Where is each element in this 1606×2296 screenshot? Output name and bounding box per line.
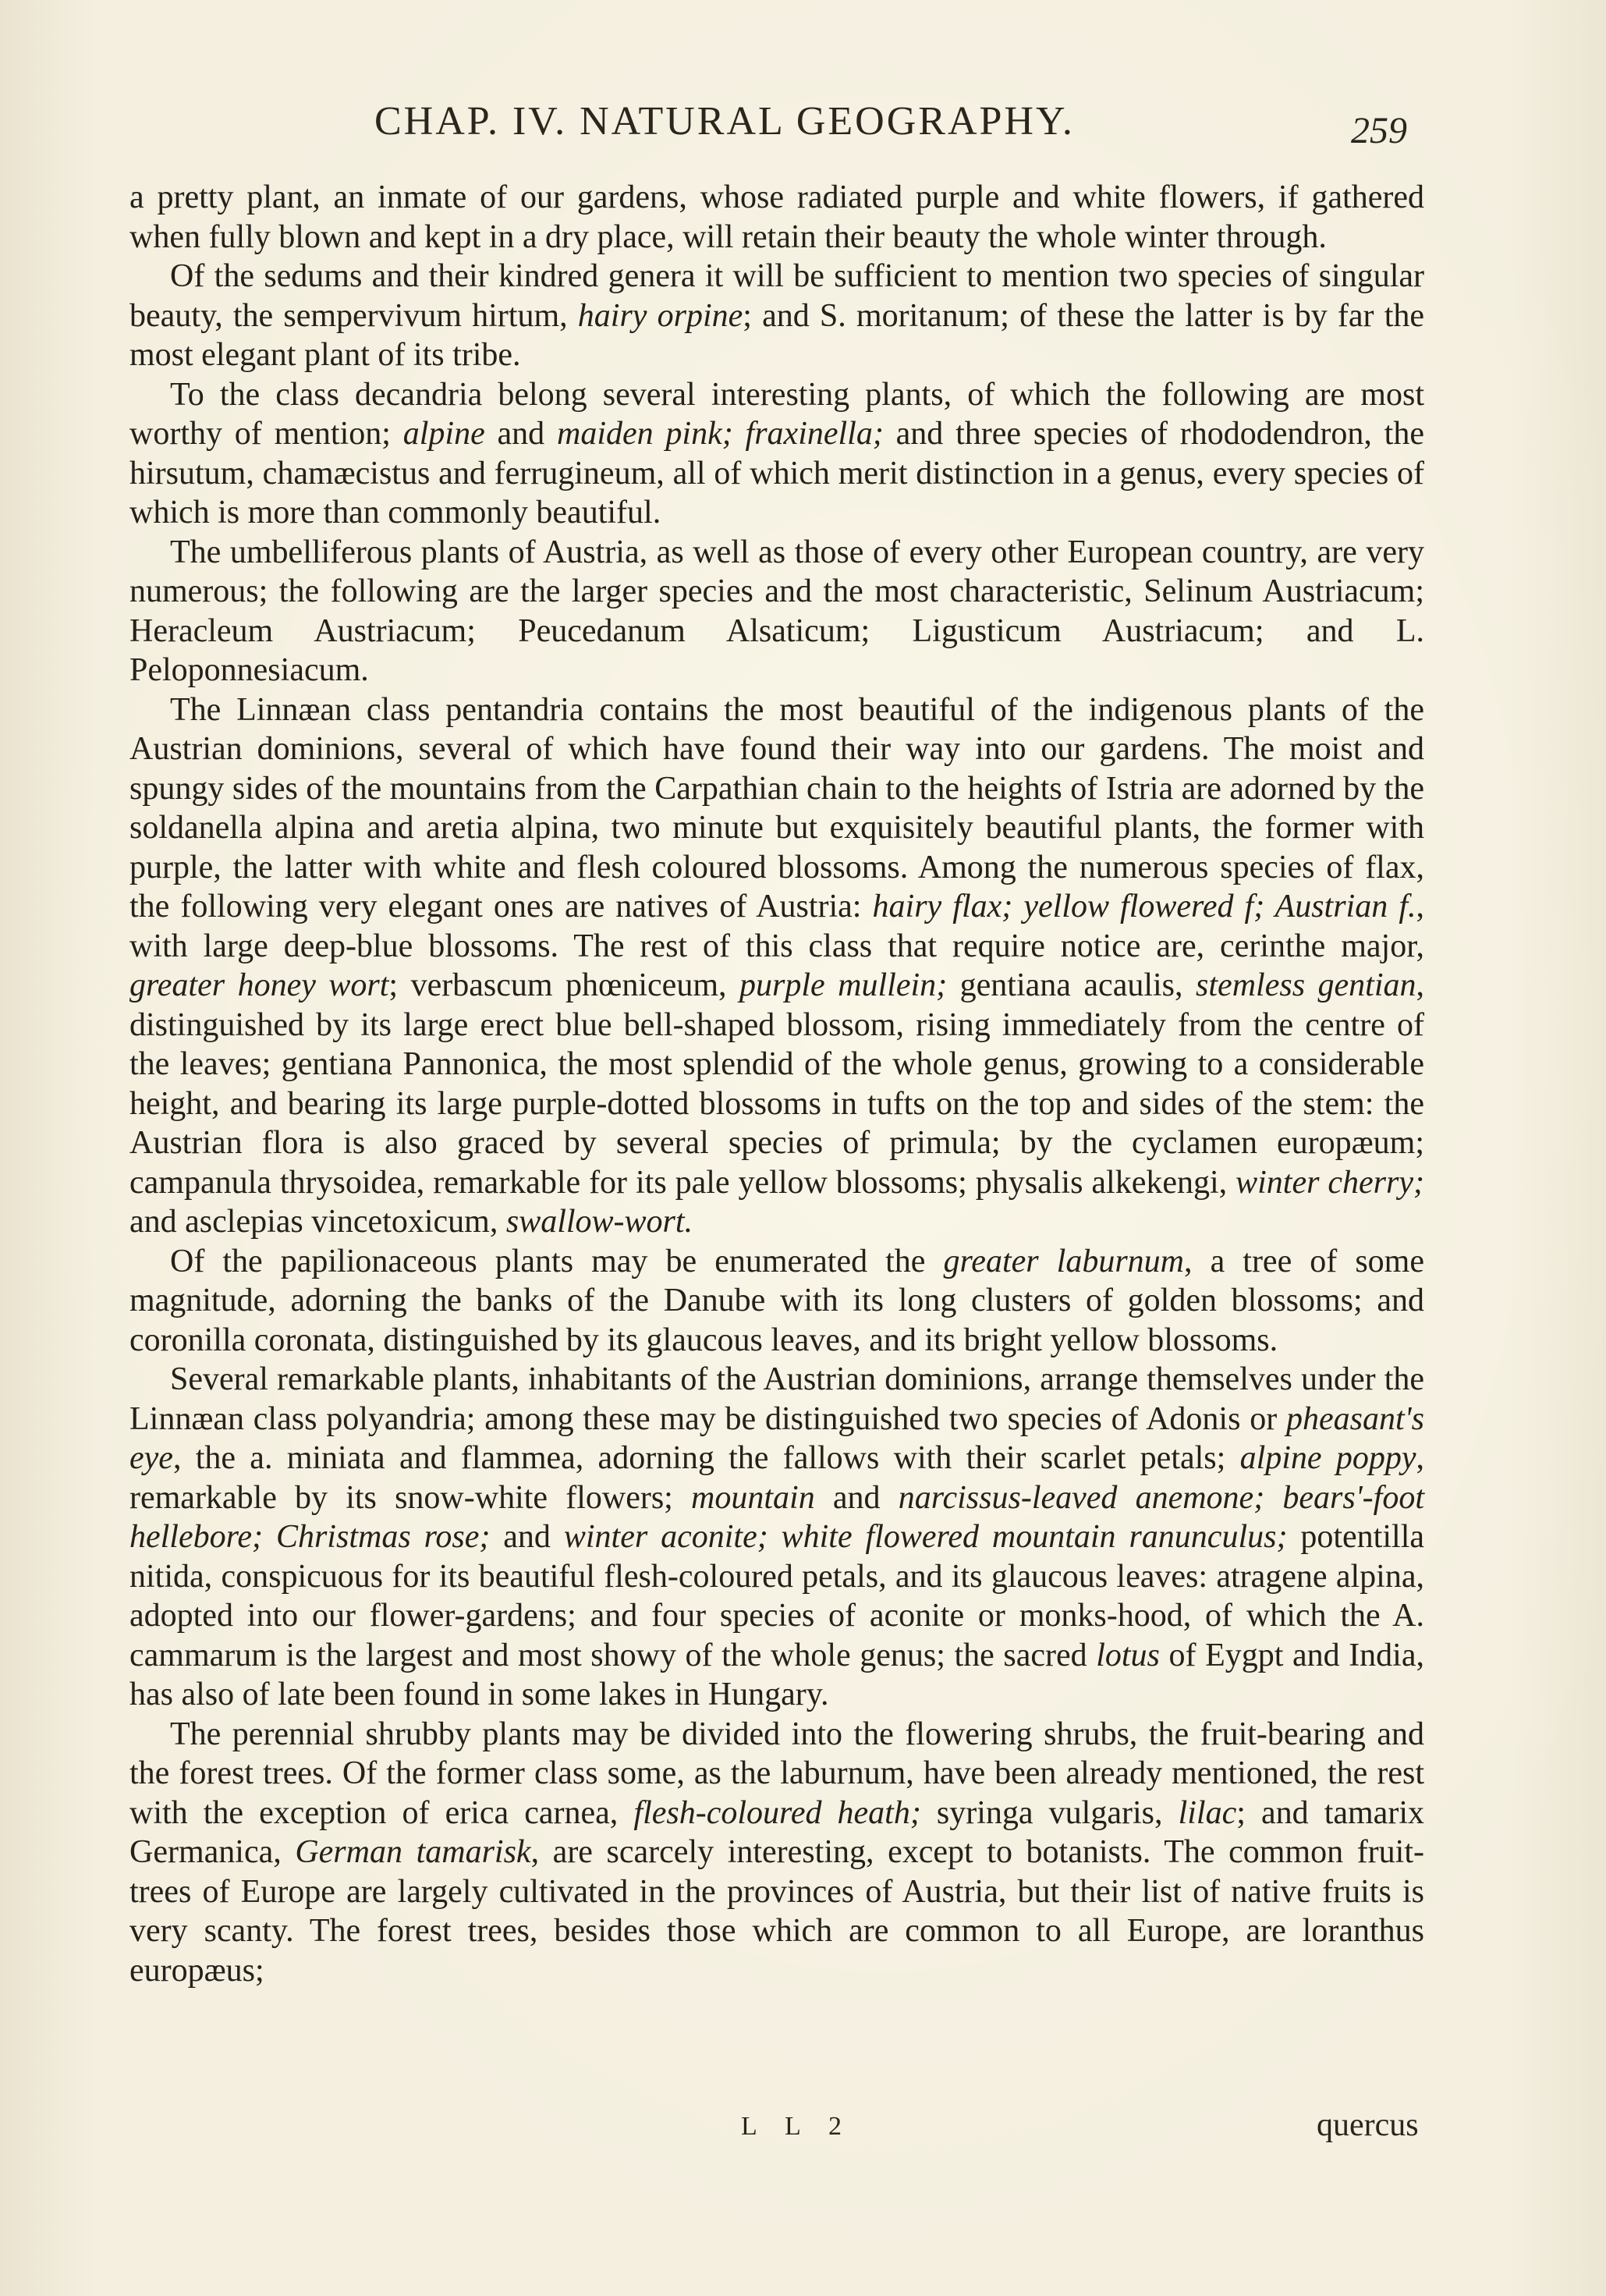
italic-run: alpine poppy <box>1239 1440 1416 1476</box>
text-run: and <box>814 1479 899 1516</box>
page-number: 259 <box>1351 110 1407 151</box>
paragraph <box>129 533 1424 690</box>
italic-run: German tamarisk <box>295 1834 531 1870</box>
italic-run: alpine <box>402 416 485 452</box>
text-run: Several remarkable plants, inhabitants of the Austrian dominions, arrange themselves under the Linnæan class polyandria; among these may be distinguished two species of Adonis or <box>129 1361 1424 1437</box>
text-run: The umbelliferous plants of Austria, as well as those of every other European country, are very numerous; the following are the larger species and the most characteristic, Selinum Austriacum; Heracleum Austriacum; Peucedanum Alsaticum; Ligusticum Austriacum; and L. Peloponnesiacum. <box>129 534 1424 688</box>
paragraph <box>129 1360 1424 1715</box>
italic-run: maiden pink; fraxinella; <box>556 416 884 452</box>
italic-run: stemless gentian <box>1196 967 1416 1003</box>
text-run: Of the sedums and their kindred genera it will be sufficient to mention two species of singular beauty, the sempervivum hirtum, <box>129 258 1424 334</box>
text-run: and three species of rhododendron, the hirsutum, chamæcistus and ferrugineum, all of which merit distinction in a genus, every species of which is more than commonly beautiful. <box>129 416 1424 531</box>
text-run: and <box>490 1519 564 1555</box>
text-run: ; and S. moritanum; of these the latter is by far the most elegant plant of its tribe. <box>129 297 1425 373</box>
text-run: To the class decandria belong several interesting plants, of which the following are most worthy of mention; <box>129 376 1424 452</box>
text-run: , the a. miniata and flammea, adorning the fallows with their scarlet petals; <box>172 1440 1240 1476</box>
text-run: potentilla nitida, conspicuous for its beautiful flesh-coloured petals, and its glaucous leaves: atragene alpina, adopted into our flower-gardens; and four species of aconite or monks-hood, of which the A. cammarum is the largest and most showy of the whole genus; the sacred <box>129 1519 1424 1673</box>
italic-run: winter aconite; white flowered mountain ranunculus; <box>563 1519 1288 1555</box>
running-head: CHAP. IV. NATURAL GEOGRAPHY. <box>374 99 1075 144</box>
italic-run: hairy flax; yellow flowered f; Austrian f. <box>872 889 1416 924</box>
text-run: ; verbascum phœniceum, <box>388 967 739 1003</box>
text-run: , are scarcely interesting, except to botanists. The common fruit-trees of Europe are largely cultivated in the provinces of Austria, but their list of native fruits is very scanty. The forest trees, besides those which are common to all Europe, are loranthus europæus; <box>129 1834 1424 1989</box>
signature-mark: L L 2 <box>741 2112 853 2141</box>
text-run: and <box>484 416 557 452</box>
text-run: , with large deep-blue blossoms. The rest of this class that require notice are, cerinthe major, <box>129 889 1424 964</box>
paragraph <box>129 375 1424 533</box>
text-run: and asclepias vincetoxicum, <box>129 1204 506 1240</box>
catchword: quercus <box>1317 2107 1419 2143</box>
text-run: gentiana acaulis, <box>947 967 1197 1003</box>
text-run: The Linnæan class pentandria contains the most beautiful of the indigenous plants of the Austrian dominions, several of which have found their way into our gardens. The moist and spungy sides of the mountains from the Carpathian chain to the heights of Istria are adorned by the soldanella alpina and aretia alpina, two minute but exquisitely beautiful plants, the former with purple, the latter with white and flesh coloured blossoms. Among the numerous species of flax, the following very elegant ones are natives of Austria: <box>129 691 1424 924</box>
italic-run: greater laburnum <box>943 1243 1185 1279</box>
text-run: ; and tamarix Germanica, <box>129 1794 1424 1870</box>
italic-run: pheasant's eye <box>129 1400 1424 1476</box>
text-run: , remarkable by its snow-white flowers; <box>129 1440 1424 1516</box>
paragraph <box>129 1242 1424 1361</box>
italic-run: winter cherry; <box>1236 1164 1424 1201</box>
text-run: Of the papilionaceous plants may be enumerated the <box>170 1243 944 1279</box>
text-run: , a tree of some magnitude, adorning the banks of the Danube with its long clusters of golden blossoms; and coronilla coronata, distinguished by its glaucous leaves, and its bright yellow blossoms. <box>129 1243 1424 1358</box>
italic-run: hairy orpine <box>577 297 743 334</box>
paragraph <box>129 690 1424 1242</box>
italic-run: narcissus-leaved anemone; bears'-foot hellebore; Christmas rose; <box>129 1479 1424 1555</box>
italic-run: purple mullein; <box>739 967 948 1003</box>
body-text <box>129 178 1424 1990</box>
paragraph <box>129 1715 1424 1991</box>
italic-run: lotus <box>1096 1637 1160 1673</box>
text-run: of Eygpt and India, has also of late been found in some lakes in Hungary. <box>129 1637 1424 1712</box>
italic-run: mountain <box>691 1479 815 1516</box>
text-run: syringa vulgaris, <box>920 1794 1179 1831</box>
text-run: The perennial shrubby plants may be divided into the flowering shrubs, the fruit-bearing and the forest trees. Of the former class some, as the laburnum, have been already mentioned, the rest with the exception of erica carnea, <box>129 1716 1424 1831</box>
italic-run: swallow-wort. <box>505 1204 693 1240</box>
italic-run: greater honey wort <box>129 967 389 1003</box>
paragraph <box>129 178 1424 257</box>
text-run: a pretty plant, an inmate of our gardens, whose radiated purple and white flowers, if gathered when fully blown and kept in a dry place, will retain their beauty the whole winter through. <box>129 179 1424 255</box>
text-run: , distinguished by its large erect blue bell-shaped blossom, rising immediately from the centre of the leaves; gentiana Pannonica, the most splendid of the whole genus, growing to a considerable height, and bearing its large purple-dotted blossoms in tufts on the top and sides of the stem: the Austrian flora is also graced by several species of primula; by the cyclamen europæum; campanula thrysoidea, remarkable for its pale yellow blossoms; physalis alkekengi, <box>129 967 1425 1201</box>
italic-run: lilac <box>1178 1794 1237 1831</box>
italic-run: flesh-coloured heath; <box>633 1794 921 1831</box>
paragraph <box>129 257 1424 375</box>
